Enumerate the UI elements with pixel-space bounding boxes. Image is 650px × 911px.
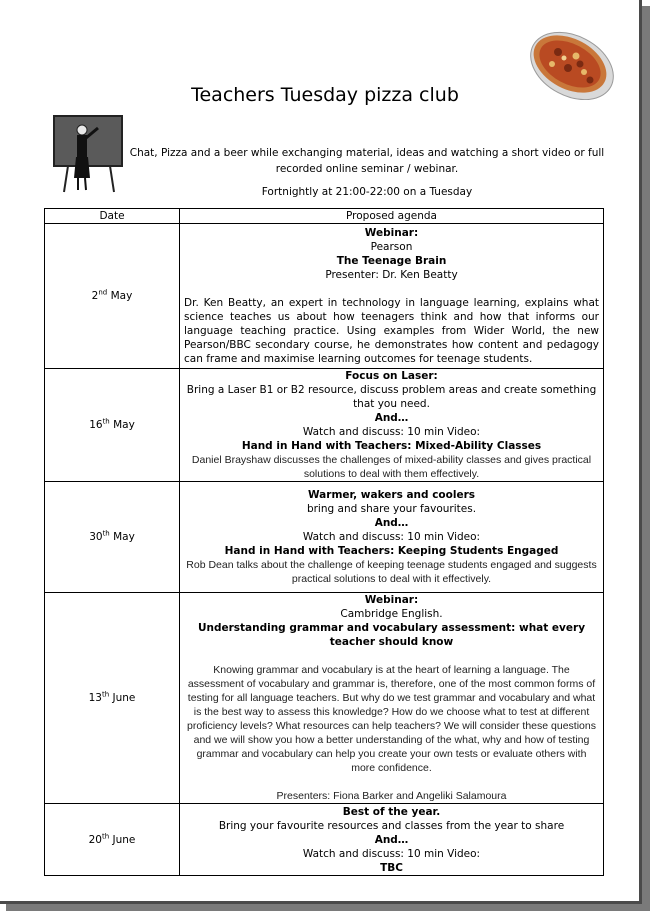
session-type: Webinar: [364,594,419,606]
date-month: May [113,419,135,431]
session-video-title: Hand in Hand with Teachers: Mixed-Ability Classes [241,440,542,452]
session-watch: Watch and discuss: 10 min Video: [302,531,481,543]
session-and: And… [374,517,409,529]
schedule-text: Fortnightly at 21:00-22:00 on a Tuesday [261,186,473,198]
table-row [45,224,604,369]
session-watch: Watch and discuss: 10 min Video: [302,847,481,860]
date-suffix: th [102,417,110,426]
agenda-table [44,208,604,876]
session-task: Bring a Laser B1 or B2 resource, discuss problem areas and create something that you need. [186,384,597,410]
session-description: Dr. Ken Beatty, an expert in technology in language learning, explains what science teaches us about how teenagers think and how that informs our language teaching practice. Using examples from Wider World, the new Pearson/BBC secondary course, he demonstrates how content and pedagogy can frame and maximise learning outcomes for teenage students. [184,297,599,365]
session-type: Focus on Laser: [345,370,438,382]
date-day: 2 [91,290,99,302]
session-task: bring and share your favourites. [306,503,477,515]
intro-text: Chat, Pizza and a beer while exchanging material, ideas and watching a short video or full recorded online seminar / webinar. [129,147,605,175]
session-video-title: Hand in Hand with Teachers: Keeping Students Engaged [224,545,559,557]
session-video-title: TBC [380,861,403,874]
table-row [45,369,604,482]
teacher-blackboard-image [48,114,126,194]
agenda-cell [180,369,604,482]
table-header-row [45,209,604,224]
session-type: Best of the year. [342,805,441,818]
column-header-date: Date [45,209,180,224]
agenda-cell [180,224,604,369]
session-watch: Watch and discuss: 10 min Video: [302,426,481,438]
session-org: Cambridge English. [340,608,443,620]
session-description: Daniel Brayshaw discusses the challenges of mixed-ability classes and gives practical solutions to deal with them effectively. [191,454,592,480]
agenda-cell [180,804,604,876]
agenda-cell [180,593,604,804]
date-cell [45,593,180,804]
date-suffix: nd [98,288,108,297]
date-day: 20 [88,833,102,846]
session-type: Warmer, wakers and coolers [307,489,476,501]
date-suffix: th [101,690,110,699]
table-row [45,593,604,804]
session-presenter: Presenters: Fiona Barker and Angeliki Salamoura [276,790,507,802]
date-month: June [112,692,136,704]
date-month: June [112,833,136,846]
date-cell [45,482,180,593]
session-and: And… [374,412,409,424]
session-presenter: Presenter: Dr. Ken Beatty [325,269,458,281]
agenda-cell [180,482,604,593]
date-day: 30 [89,531,103,543]
table-row [45,804,604,876]
date-suffix: th [101,832,110,840]
date-cell [45,369,180,482]
session-task: Bring your favourite resources and classes from the year to share [218,819,565,832]
session-description: Knowing grammar and vocabulary is at the heart of learning a language. The assessment of vocabulary and grammar is, therefore, one of the most common forms of testing for all language teachers. But why do we test grammar and vocabulary and what is the best way to assess this knowledge? How do we choose what to test at different proficiency levels? What resources can help teachers? We will consider these questions and we will show you how a better understanding of the what, why and how of testing grammar and vocabulary can help you create your own tests or evaluate others with more confidence. [187,664,596,774]
date-day: 16 [89,419,103,431]
date-day: 13 [88,692,102,704]
session-and: And… [374,833,409,846]
page-title: Teachers Tuesday pizza club [191,84,459,106]
date-month: May [110,290,133,302]
date-suffix: th [102,529,110,538]
date-cell [45,804,180,876]
session-topic: The Teenage Brain [336,255,447,267]
date-cell [45,224,180,369]
session-description: Rob Dean talks about the challenge of keeping teenage students engaged and suggests practical solutions to deal with it effectively. [186,559,597,585]
table-row [45,482,604,593]
column-header-agenda: Proposed agenda [180,209,604,224]
session-type: Webinar: [364,227,419,239]
page-shadow-bottom [6,904,650,911]
page-shadow-right [642,6,650,911]
date-month: May [113,531,135,543]
session-topic: Understanding grammar and vocabulary assessment: what every teacher should know [197,622,586,648]
session-org: Pearson [370,241,413,253]
